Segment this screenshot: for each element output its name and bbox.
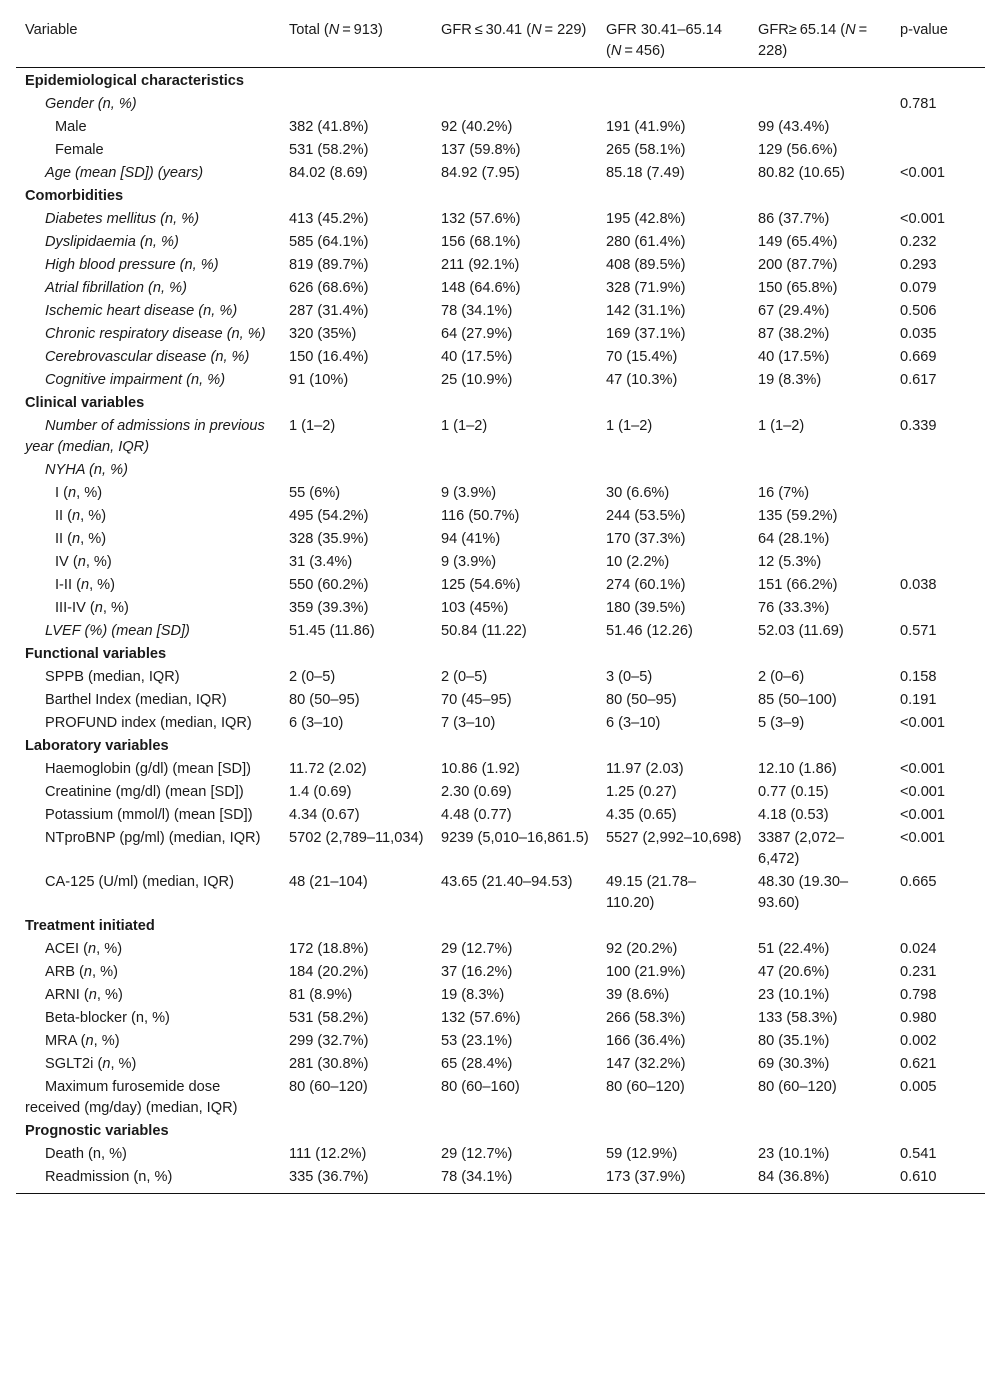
table-row	[16, 1030, 985, 1053]
cell-p-value	[891, 597, 985, 620]
cell-gfr-high: 69 (30.3%)	[758, 1056, 830, 1072]
cell-gfr-mid: 47 (10.3%)	[606, 372, 678, 388]
table-row	[16, 323, 985, 346]
cell-p-value	[891, 505, 985, 528]
cell-p-value: <0.001	[900, 784, 946, 800]
cell-gfr-low: 132 (57.6%)	[441, 1010, 521, 1026]
table-row	[16, 758, 985, 781]
cell-total: 111 (12.2%)	[289, 1146, 367, 1162]
cell-gfr-mid: 142 (31.1%)	[606, 303, 686, 319]
cell-p-value: 0.293	[900, 257, 937, 273]
cell-gfr-mid: 244 (53.5%)	[606, 508, 686, 524]
cell-total: 550 (60.2%)	[289, 577, 369, 593]
table-row	[16, 620, 985, 643]
cell-p-value	[891, 528, 985, 551]
row-label: Age (mean [SD]) (years)	[45, 165, 204, 181]
table-row	[16, 254, 985, 277]
row-label: Cognitive impairment (n, %)	[45, 372, 226, 388]
table-row	[16, 574, 985, 597]
cell-p-value: 0.571	[900, 623, 937, 639]
cell-gfr-low: 103 (45%)	[441, 600, 509, 616]
cell-total: 31 (3.4%)	[289, 554, 353, 570]
cell-total: 531 (58.2%)	[289, 142, 369, 158]
row-label: SPPB (median, IQR)	[45, 669, 180, 685]
table-row	[16, 505, 985, 528]
row-label: Male	[55, 119, 87, 135]
cell-gfr-mid: 166 (36.4%)	[606, 1033, 686, 1049]
row-label: CA-125 (U/ml) (median, IQR)	[45, 874, 234, 890]
cell-gfr-low: 43.65 (21.40–94.53)	[441, 874, 573, 890]
cell-gfr-mid: 39 (8.6%)	[606, 987, 670, 1003]
row-label: ACEI (n, %)	[45, 941, 123, 957]
table-row	[16, 781, 985, 804]
cell-gfr-high: 52.03 (11.69)	[758, 623, 844, 639]
cell-gfr-mid: 280 (61.4%)	[606, 234, 686, 250]
cell-total: 585 (64.1%)	[289, 234, 369, 250]
cell-p-value: 0.005	[900, 1079, 937, 1095]
cell-gfr-low: 25 (10.9%)	[441, 372, 513, 388]
cell-total: 531 (58.2%)	[289, 1010, 369, 1026]
cell-p-value: 0.541	[900, 1146, 937, 1162]
cell-total: 51.45 (11.86)	[289, 623, 375, 639]
cell-gfr-mid: 10 (2.2%)	[606, 554, 670, 570]
cell-gfr-high: 1 (1–2)	[758, 418, 805, 434]
table-row	[16, 231, 985, 254]
cell-gfr-high: 23 (10.1%)	[758, 1146, 830, 1162]
cell-p-value	[891, 139, 985, 162]
cell-gfr-low: 65 (28.4%)	[441, 1056, 513, 1072]
row-label: Readmission (n, %)	[16, 1166, 280, 1194]
section-header-row	[16, 643, 985, 666]
cell-gfr-high: 4.18 (0.53)	[758, 807, 829, 823]
row-label: ARB (n, %)	[45, 964, 118, 980]
table-row	[16, 871, 985, 915]
table-row	[16, 277, 985, 300]
table-row	[16, 369, 985, 392]
cell-gfr-low: 137 (59.8%)	[441, 142, 521, 158]
row-label: ARNI (n, %)	[45, 987, 123, 1003]
cell-total: 5702 (2,789–11,034)	[289, 830, 424, 846]
row-label: NYHA (n, %)	[45, 462, 128, 478]
cell-p-value: 0.158	[900, 669, 937, 685]
cell-gfr-mid: 1.25 (0.27)	[606, 784, 677, 800]
table-header	[16, 12, 985, 68]
table-row	[16, 1076, 985, 1120]
cell-p-value: 0.621	[900, 1056, 937, 1072]
row-label: II (n, %)	[55, 508, 107, 524]
cell-total: 84.02 (8.69)	[289, 165, 368, 181]
cell-gfr-low: 7 (3–10)	[441, 715, 496, 731]
cell-gfr-high: 80.82 (10.65)	[758, 165, 845, 181]
cell-gfr-high: 133 (58.3%)	[758, 1010, 838, 1026]
table-row	[16, 712, 985, 735]
cell-gfr-high: 3387 (2,072–6,472)	[758, 830, 845, 867]
cell-total: 81 (8.9%)	[289, 987, 353, 1003]
cell-gfr-low: 19 (8.3%)	[441, 987, 505, 1003]
table-row	[16, 938, 985, 961]
row-label: Atrial fibrillation (n, %)	[45, 280, 187, 296]
cell-gfr-low: 64 (27.9%)	[441, 326, 513, 342]
cell-gfr-mid: 49.15 (21.78–110.20)	[606, 874, 697, 911]
cell-gfr-mid: 265 (58.1%)	[606, 142, 686, 158]
cell-p-value: 0.079	[900, 280, 937, 296]
row-label: MRA (n, %)	[45, 1033, 120, 1049]
cell-gfr-high	[749, 459, 891, 482]
cell-total: 359 (39.3%)	[289, 600, 369, 616]
cell-gfr-high: 40 (17.5%)	[758, 349, 830, 365]
cell-gfr-mid: 408 (89.5%)	[606, 257, 686, 273]
cell-total: 48 (21–104)	[289, 874, 368, 890]
cell-p-value: 0.669	[900, 349, 937, 365]
cell-p-value	[891, 482, 985, 505]
cell-gfr-low: 29 (12.7%)	[441, 1146, 513, 1162]
table-row	[16, 116, 985, 139]
row-label: Dyslipidaemia (n, %)	[45, 234, 179, 250]
cell-gfr-mid: 3 (0–5)	[606, 669, 653, 685]
cell-total: 1 (1–2)	[289, 418, 336, 434]
section-header-row	[16, 68, 985, 94]
cell-gfr-high: 2 (0–6)	[758, 669, 805, 685]
table-row	[16, 827, 985, 871]
table-row	[16, 1166, 985, 1194]
header-p-value: p-value	[891, 12, 985, 68]
cell-gfr-high: 19 (8.3%)	[758, 372, 822, 388]
cell-gfr-high	[749, 93, 891, 116]
cell-p-value: 0.339	[900, 418, 937, 434]
table-row	[16, 1007, 985, 1030]
cell-gfr-mid: 70 (15.4%)	[606, 349, 678, 365]
row-label: Number of admissions in previous year (median, IQR)	[25, 418, 265, 455]
section-title: Epidemiological characteristics	[25, 73, 244, 89]
table-row	[16, 984, 985, 1007]
cell-p-value	[891, 459, 985, 482]
table-row	[16, 300, 985, 323]
cell-gfr-low: 40 (17.5%)	[441, 349, 513, 365]
cell-gfr-mid	[597, 93, 749, 116]
table-row	[16, 139, 985, 162]
row-label: III-IV (n, %)	[55, 600, 129, 616]
row-label: Ischemic heart disease (n, %)	[45, 303, 238, 319]
cell-gfr-low: 29 (12.7%)	[441, 941, 513, 957]
cell-gfr-mid: 85.18 (7.49)	[606, 165, 685, 181]
row-label: Haemoglobin (g/dl) (mean [SD])	[45, 761, 252, 777]
section-title: Laboratory variables	[25, 738, 169, 754]
cell-gfr-high: 12 (5.3%)	[758, 554, 822, 570]
cell-gfr-mid: 266 (58.3%)	[606, 1010, 686, 1026]
cell-p-value: 0.024	[900, 941, 937, 957]
row-label: SGLT2i (n, %)	[45, 1056, 137, 1072]
cell-gfr-high: 87 (38.2%)	[758, 326, 830, 342]
row-label: Death (n, %)	[45, 1146, 127, 1162]
table-row	[16, 689, 985, 712]
cell-p-value: 0.980	[900, 1010, 937, 1026]
row-label: I-II (n, %)	[55, 577, 116, 593]
cell-gfr-mid: 173 (37.9%)	[597, 1166, 749, 1194]
cell-gfr-high: 51 (22.4%)	[758, 941, 830, 957]
row-label: IV (n, %)	[55, 554, 112, 570]
row-label: Diabetes mellitus (n, %)	[45, 211, 200, 227]
cell-p-value	[891, 116, 985, 139]
table-row	[16, 1053, 985, 1076]
table-row	[16, 597, 985, 620]
cell-total: 382 (41.8%)	[289, 119, 369, 135]
table-row	[16, 482, 985, 505]
section-header-row	[16, 735, 985, 758]
cell-gfr-low: 148 (64.6%)	[441, 280, 521, 296]
cell-p-value: <0.001	[900, 761, 946, 777]
cell-gfr-mid: 191 (41.9%)	[606, 119, 686, 135]
table-row	[16, 162, 985, 185]
cell-gfr-mid	[597, 459, 749, 482]
cell-p-value: 0.035	[900, 326, 937, 342]
cell-gfr-high: 48.30 (19.30–93.60)	[758, 874, 849, 911]
cell-gfr-mid: 100 (21.9%)	[606, 964, 686, 980]
cell-gfr-mid: 51.46 (12.26)	[606, 623, 693, 639]
table-row	[16, 961, 985, 984]
section-title: Treatment initiated	[25, 918, 155, 934]
cell-gfr-mid: 6 (3–10)	[606, 715, 661, 731]
cell-total: 11.72 (2.02)	[289, 761, 367, 777]
cell-gfr-high: 0.77 (0.15)	[758, 784, 829, 800]
cell-total: 184 (20.2%)	[289, 964, 369, 980]
cell-p-value: 0.781	[900, 96, 937, 112]
cell-p-value: <0.001	[900, 715, 946, 731]
cell-total: 626 (68.6%)	[289, 280, 369, 296]
table-row	[16, 459, 985, 482]
cell-gfr-mid: 328 (71.9%)	[606, 280, 686, 296]
table-body	[16, 68, 985, 1194]
row-label: Maximum furosemide dose received (mg/day) (median, IQR)	[25, 1079, 238, 1116]
cell-gfr-low: 211 (92.1%)	[441, 257, 520, 273]
cell-gfr-high: 99 (43.4%)	[758, 119, 830, 135]
row-label: Chronic respiratory disease (n, %)	[45, 326, 266, 342]
cell-gfr-low: 1 (1–2)	[441, 418, 488, 434]
cell-gfr-high: 16 (7%)	[758, 485, 810, 501]
cell-gfr-high: 151 (66.2%)	[758, 577, 838, 593]
cell-gfr-mid: 80 (50–95)	[606, 692, 677, 708]
row-label: I (n, %)	[55, 485, 103, 501]
row-label: Barthel Index (median, IQR)	[45, 692, 227, 708]
row-label: Female	[55, 142, 104, 158]
cell-gfr-low: 70 (45–95)	[441, 692, 512, 708]
cell-gfr-high: 129 (56.6%)	[758, 142, 838, 158]
cell-p-value: 0.506	[900, 303, 937, 319]
row-label: Creatinine (mg/dl) (mean [SD])	[45, 784, 244, 800]
cell-p-value: 0.232	[900, 234, 937, 250]
cell-p-value: 0.191	[900, 692, 937, 708]
cell-gfr-low: 9 (3.9%)	[441, 485, 497, 501]
cell-p-value: <0.001	[900, 211, 946, 227]
cell-gfr-low: 9239 (5,010–16,861.5)	[441, 830, 589, 846]
section-title: Prognostic variables	[25, 1123, 169, 1139]
row-label: High blood pressure (n, %)	[45, 257, 219, 273]
cell-p-value: 0.617	[900, 372, 937, 388]
cell-gfr-high: 80 (60–120)	[758, 1079, 837, 1095]
cell-gfr-mid: 30 (6.6%)	[606, 485, 670, 501]
cell-total: 819 (89.7%)	[289, 257, 369, 273]
cell-gfr-low: 2.30 (0.69)	[441, 784, 512, 800]
row-label: Beta-blocker (n, %)	[45, 1010, 170, 1026]
cell-total: 299 (32.7%)	[289, 1033, 369, 1049]
cell-gfr-low: 37 (16.2%)	[441, 964, 513, 980]
cell-gfr-mid: 92 (20.2%)	[606, 941, 678, 957]
cell-gfr-low: 125 (54.6%)	[441, 577, 521, 593]
cell-total: 320 (35%)	[289, 326, 357, 342]
table-row	[16, 804, 985, 827]
cell-total: 172 (18.8%)	[289, 941, 369, 957]
row-label: Cerebrovascular disease (n, %)	[45, 349, 250, 365]
section-header-row	[16, 392, 985, 415]
cell-total: 413 (45.2%)	[289, 211, 369, 227]
cell-total: 328 (35.9%)	[289, 531, 369, 547]
cell-gfr-high: 80 (35.1%)	[758, 1033, 830, 1049]
cell-p-value: 0.665	[900, 874, 937, 890]
cell-gfr-low: 4.48 (0.77)	[441, 807, 512, 823]
table-row	[16, 415, 985, 459]
cell-gfr-mid: 170 (37.3%)	[606, 531, 686, 547]
cell-gfr-low: 116 (50.7%)	[441, 508, 520, 524]
section-title: Clinical variables	[25, 395, 145, 411]
table-row	[16, 666, 985, 689]
header-variable: Variable	[16, 12, 280, 68]
cell-gfr-high: 150 (65.8%)	[758, 280, 838, 296]
cell-gfr-mid: 169 (37.1%)	[606, 326, 686, 342]
cell-total: 80 (50–95)	[289, 692, 360, 708]
table-row	[16, 93, 985, 116]
cell-gfr-low: 9 (3.9%)	[441, 554, 497, 570]
row-label: NTproBNP (pg/ml) (median, IQR)	[45, 830, 261, 846]
cell-gfr-low: 2 (0–5)	[441, 669, 488, 685]
section-header-row	[16, 915, 985, 938]
cell-total: 2 (0–5)	[289, 669, 336, 685]
cell-p-value: 0.798	[900, 987, 937, 1003]
header-row	[16, 12, 985, 68]
cell-p-value: 0.038	[900, 577, 937, 593]
cell-gfr-mid: 11.97 (2.03)	[606, 761, 684, 777]
cell-gfr-high: 149 (65.4%)	[758, 234, 838, 250]
row-label: II (n, %)	[55, 531, 107, 547]
cell-gfr-high: 5 (3–9)	[758, 715, 805, 731]
cell-gfr-low	[432, 93, 597, 116]
cell-total: 4.34 (0.67)	[289, 807, 360, 823]
table-row	[16, 1143, 985, 1166]
cell-gfr-mid: 274 (60.1%)	[606, 577, 686, 593]
header-gfr-mid: GFR 30.41–65.14 (N = 456)	[597, 12, 749, 68]
table-row	[16, 528, 985, 551]
cell-total	[280, 459, 432, 482]
cell-gfr-high: 85 (50–100)	[758, 692, 837, 708]
cell-gfr-low: 53 (23.1%)	[441, 1033, 513, 1049]
cell-p-value: 0.231	[900, 964, 937, 980]
cell-gfr-low: 156 (68.1%)	[441, 234, 521, 250]
cell-p-value: <0.001	[900, 807, 946, 823]
cell-gfr-low: 78 (34.1%)	[441, 303, 513, 319]
cell-gfr-mid: 195 (42.8%)	[606, 211, 686, 227]
cell-total: 55 (6%)	[289, 485, 341, 501]
row-label: PROFUND index (median, IQR)	[45, 715, 252, 731]
cell-p-value: 0.610	[891, 1166, 985, 1194]
cell-gfr-low: 10.86 (1.92)	[441, 761, 520, 777]
cell-gfr-high: 135 (59.2%)	[758, 508, 838, 524]
cell-total: 335 (36.7%)	[280, 1166, 432, 1194]
cell-p-value: 0.002	[900, 1033, 937, 1049]
cell-gfr-low: 94 (41%)	[441, 531, 501, 547]
cell-gfr-mid: 147 (32.2%)	[606, 1056, 686, 1072]
row-label: Potassium (mmol/l) (mean [SD])	[45, 807, 253, 823]
cell-gfr-high: 84 (36.8%)	[749, 1166, 891, 1194]
row-label: LVEF (%) (mean [SD])	[45, 623, 190, 639]
cell-total: 80 (60–120)	[289, 1079, 368, 1095]
cell-gfr-high: 200 (87.7%)	[758, 257, 838, 273]
cell-total: 287 (31.4%)	[289, 303, 369, 319]
cell-total: 150 (16.4%)	[289, 349, 369, 365]
cell-gfr-low	[432, 459, 597, 482]
table-row	[16, 346, 985, 369]
table-row	[16, 551, 985, 574]
cell-total: 495 (54.2%)	[289, 508, 369, 524]
cell-gfr-mid: 4.35 (0.65)	[606, 807, 677, 823]
section-title: Functional variables	[25, 646, 167, 662]
cell-gfr-low: 78 (34.1%)	[432, 1166, 597, 1194]
cell-gfr-mid: 59 (12.9%)	[606, 1146, 678, 1162]
cell-p-value: <0.001	[900, 830, 946, 846]
cell-gfr-low: 80 (60–160)	[441, 1079, 520, 1095]
cell-gfr-low: 50.84 (11.22)	[441, 623, 527, 639]
cell-gfr-low: 84.92 (7.95)	[441, 165, 520, 181]
cell-gfr-mid: 1 (1–2)	[606, 418, 653, 434]
cell-gfr-high: 47 (20.6%)	[758, 964, 830, 980]
cell-total: 281 (30.8%)	[289, 1056, 369, 1072]
cell-gfr-mid: 5527 (2,992–10,698)	[606, 830, 742, 846]
cell-gfr-high: 23 (10.1%)	[758, 987, 830, 1003]
cell-gfr-high: 12.10 (1.86)	[758, 761, 837, 777]
cell-total: 91 (10%)	[289, 372, 349, 388]
cell-gfr-low: 132 (57.6%)	[441, 211, 521, 227]
cell-gfr-low: 92 (40.2%)	[441, 119, 513, 135]
cell-total: 1.4 (0.69)	[289, 784, 352, 800]
table-row	[16, 208, 985, 231]
cell-gfr-mid: 80 (60–120)	[606, 1079, 685, 1095]
header-gfr-low: GFR ≤ 30.41 (N = 229)	[432, 12, 597, 68]
cell-gfr-high: 76 (33.3%)	[758, 600, 830, 616]
section-header-row	[16, 185, 985, 208]
cell-gfr-high: 64 (28.1%)	[758, 531, 830, 547]
cell-total: 6 (3–10)	[289, 715, 344, 731]
cell-gfr-mid: 180 (39.5%)	[606, 600, 686, 616]
row-label: Gender (n, %)	[45, 96, 137, 112]
section-title: Comorbidities	[25, 188, 124, 204]
cell-total	[280, 93, 432, 116]
data-table	[16, 12, 985, 1194]
cell-gfr-high: 67 (29.4%)	[758, 303, 830, 319]
header-gfr-high: GFR≥ 65.14 (N = 228)	[749, 12, 891, 68]
header-total: Total (N = 913)	[280, 12, 432, 68]
cell-p-value: <0.001	[900, 165, 946, 181]
cell-p-value	[891, 551, 985, 574]
section-header-row	[16, 1120, 985, 1143]
cell-gfr-high: 86 (37.7%)	[758, 211, 830, 227]
